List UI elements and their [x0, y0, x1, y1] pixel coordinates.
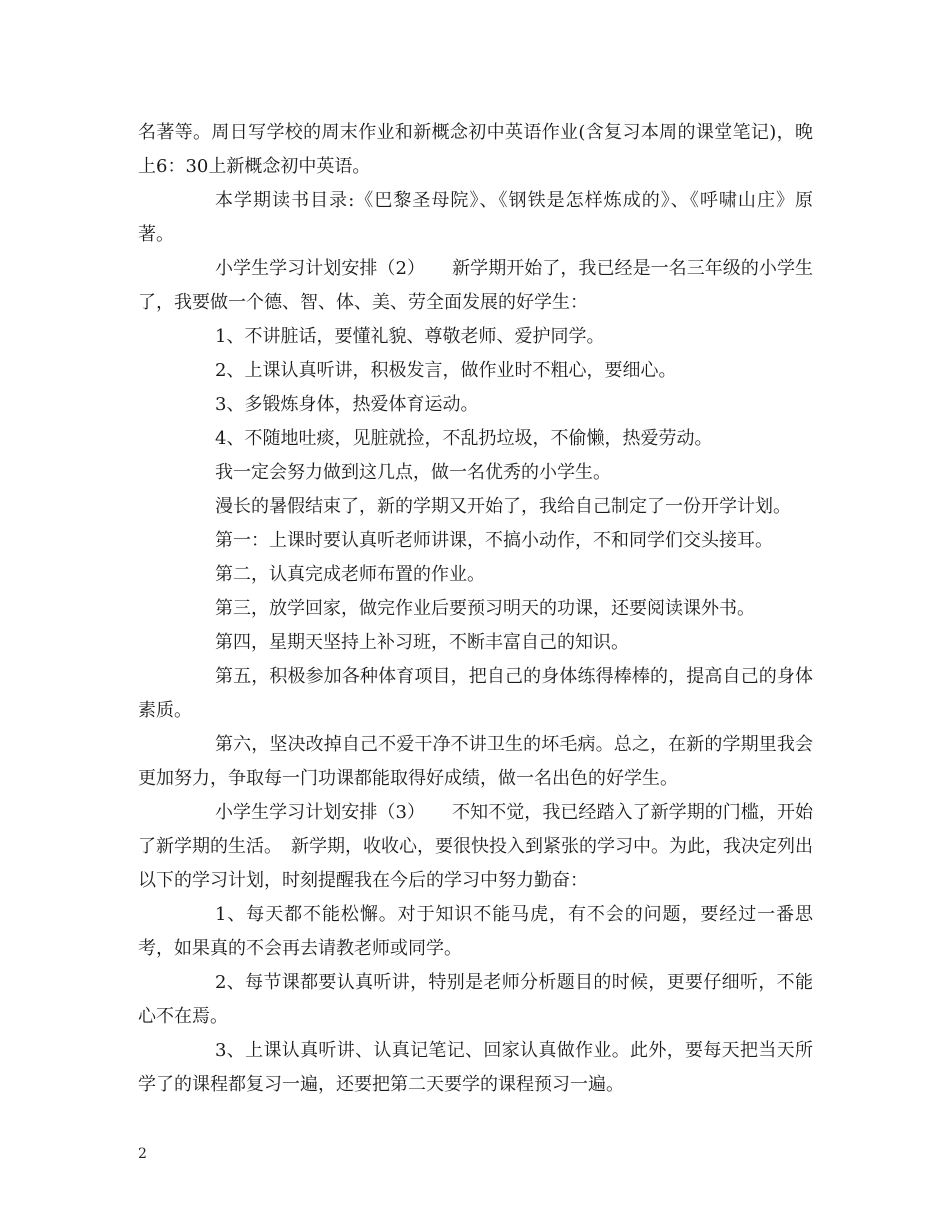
page-number: 2	[138, 1146, 147, 1162]
paragraph: 1、每天都不能松懈。对于知识不能马虎，有不会的问题，要经过一番思考，如果真的不会再去请教老师或同学。	[138, 904, 813, 959]
paragraph: 3、上课认真听讲、认真记笔记、回家认真做作业。此外，要每天把当天所学了的课程都复习一遍，还要把第二天要学的课程预习一遍。	[138, 1040, 813, 1095]
document-body	[138, 116, 813, 1102]
paragraph: 1、不讲脏话，要懂礼貌、尊敬老师、爱护同学。	[215, 326, 605, 347]
paragraph: 2、每节课都要认真听讲，特别是老师分析题目的时候，更要仔细听，不能心不在焉。	[138, 972, 813, 1027]
paragraph: 名著等。周日写学校的周末作业和新概念初中英语作业(含复习本周的课堂笔记)，晚上6：30上新概念初中英语。	[138, 122, 813, 177]
paragraph: 小学生学习计划安排（2） 新学期开始了，我已经是一名三年级的小学生了，我要做一个德、智、体、美、劳全面发展的好学生：	[138, 258, 813, 313]
paragraph: 3、多锻炼身体，热爱体育运动。	[215, 394, 479, 415]
paragraph: 4、不随地吐痰，见脏就捡，不乱扔垃圾，不偷懒，热爱劳动。	[215, 428, 713, 449]
paragraph: 小学生学习计划安排（3） 不知不觉，我已经踏入了新学期的门槛，开始了新学期的生活。 新学期，收收心，要很快投入到紧张的学习中。为此，我决定列出以下的学习计划，时刻提醒我在今后的学习中努力勤奋：	[138, 802, 813, 891]
paragraph: 2、上课认真听讲，积极发言，做作业时不粗心，要细心。	[215, 360, 677, 381]
paragraph: 第四，星期天坚持上补习班，不断丰富自己的知识。	[215, 632, 629, 653]
paragraph: 第六，坚决改掉自己不爱干净不讲卫生的坏毛病。总之，在新的学期里我会更加努力，争取每一门功课都能取得好成绩，做一名出色的好学生。	[138, 734, 813, 789]
paragraph: 第三，放学回家，做完作业后要预习明天的功课，还要阅读课外书。	[215, 598, 755, 619]
paragraph: 漫长的暑假结束了，新的学期又开始了，我给自己制定了一份开学计划。	[215, 496, 791, 517]
paragraph: 第五，积极参加各种体育项目，把自己的身体练得棒棒的，提高自己的身体素质。	[138, 666, 813, 721]
paragraph: 本学期读书目录:《巴黎圣母院》、《钢铁是怎样炼成的》、《呼啸山庄》原著。	[138, 190, 813, 245]
paragraph: 我一定会努力做到这几点，做一名优秀的小学生。	[215, 462, 611, 483]
paragraph: 第一：上课时要认真听老师讲课，不搞小动作，不和同学们交头接耳。	[215, 530, 773, 551]
paragraph: 第二，认真完成老师布置的作业。	[215, 564, 485, 585]
